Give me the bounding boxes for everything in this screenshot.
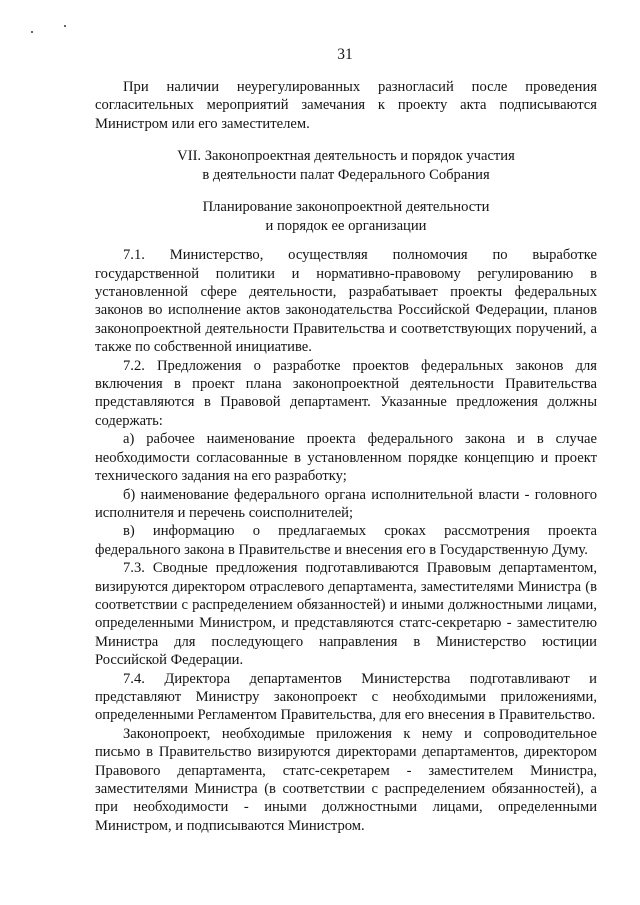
scan-speck (31, 31, 33, 33)
intro-paragraph: При наличии неурегулированных разногласий после проведения согласительных мероприятий замечания к проекту акта подписываются Министром или его заместителем. (95, 79, 597, 132)
paragraph-7-4: 7.4. Директора департаментов Министерства подготавливают и представляют Министру законопроект с необходимыми приложениями, определенными Регламентом Правительства, для его внесения в Правительство. (95, 670, 597, 724)
section-heading-line: в деятельности палат Федерального Собрания (202, 167, 490, 184)
subheading-line: Планирование законопроектной деятельности (202, 199, 490, 216)
page-number: 31 (337, 46, 353, 63)
paragraph-7-2: 7.2. Предложения о разработке проектов федеральных законов для включения в проект плана законопроектной деятельности Правительства представляются в Правовой департамент. Указанные предложения должны содержать: (95, 357, 597, 429)
paragraph-7-4-continued: Законопроект, необходимые приложения к нему и сопроводительное письмо в Правительство визируются директорами департаментов, директором Правового департамента, статс-секретарем - заместителем Министра, заместителями Министра (в соответствии с распределением обязанностей), а при необходимости - иными должностными лицами, определенными Министром, и подписываются Министром. (95, 725, 597, 834)
subheading-line: и порядок ее организации (265, 218, 427, 235)
paragraph-7-2-a: а) рабочее наименование проекта федерального закона и в случае необходимости согласованные в установленном порядке концепцию и проект технического задания на его разработку; (95, 431, 597, 485)
section-heading (95, 147, 597, 185)
document-body (95, 78, 597, 835)
subheading (95, 198, 597, 236)
paragraph-7-1: 7.1. Министерство, осуществляя полномочия по выработке государственной политики и нормативно-правовому регулированию в установленной сфере деятельности, разрабатывает проекты федеральных законов во исполнение актов законодательства Российской Федерации, планов законопроектной деятельности Правительства и соответствующих поручений, а также по собственной инициативе. (95, 247, 597, 356)
scan-speck (64, 25, 66, 27)
paragraph-7-3: 7.3. Сводные предложения подготавливаются Правовым департаментом, визируются директором отраслевого департамента, заместителями Министра (в соответствии с распределением обязанностей) и иными должностными лицами, определенными Министром, и представляются статс-секретарю - заместителю Министра для последующего направления в Министерство юстиции Российской Федерации. (95, 560, 597, 669)
section-heading-line: VII. Законопроектная деятельность и порядок участия (177, 148, 515, 165)
paragraph-7-2-b: б) наименование федерального органа исполнительной власти - головного исполнителя и перечень соисполнителей; (95, 486, 597, 521)
paragraph-7-2-v: в) информацию о предлагаемых сроках рассмотрения проекта федерального закона в Правительстве и внесения его в Государственную Думу. (95, 523, 597, 558)
